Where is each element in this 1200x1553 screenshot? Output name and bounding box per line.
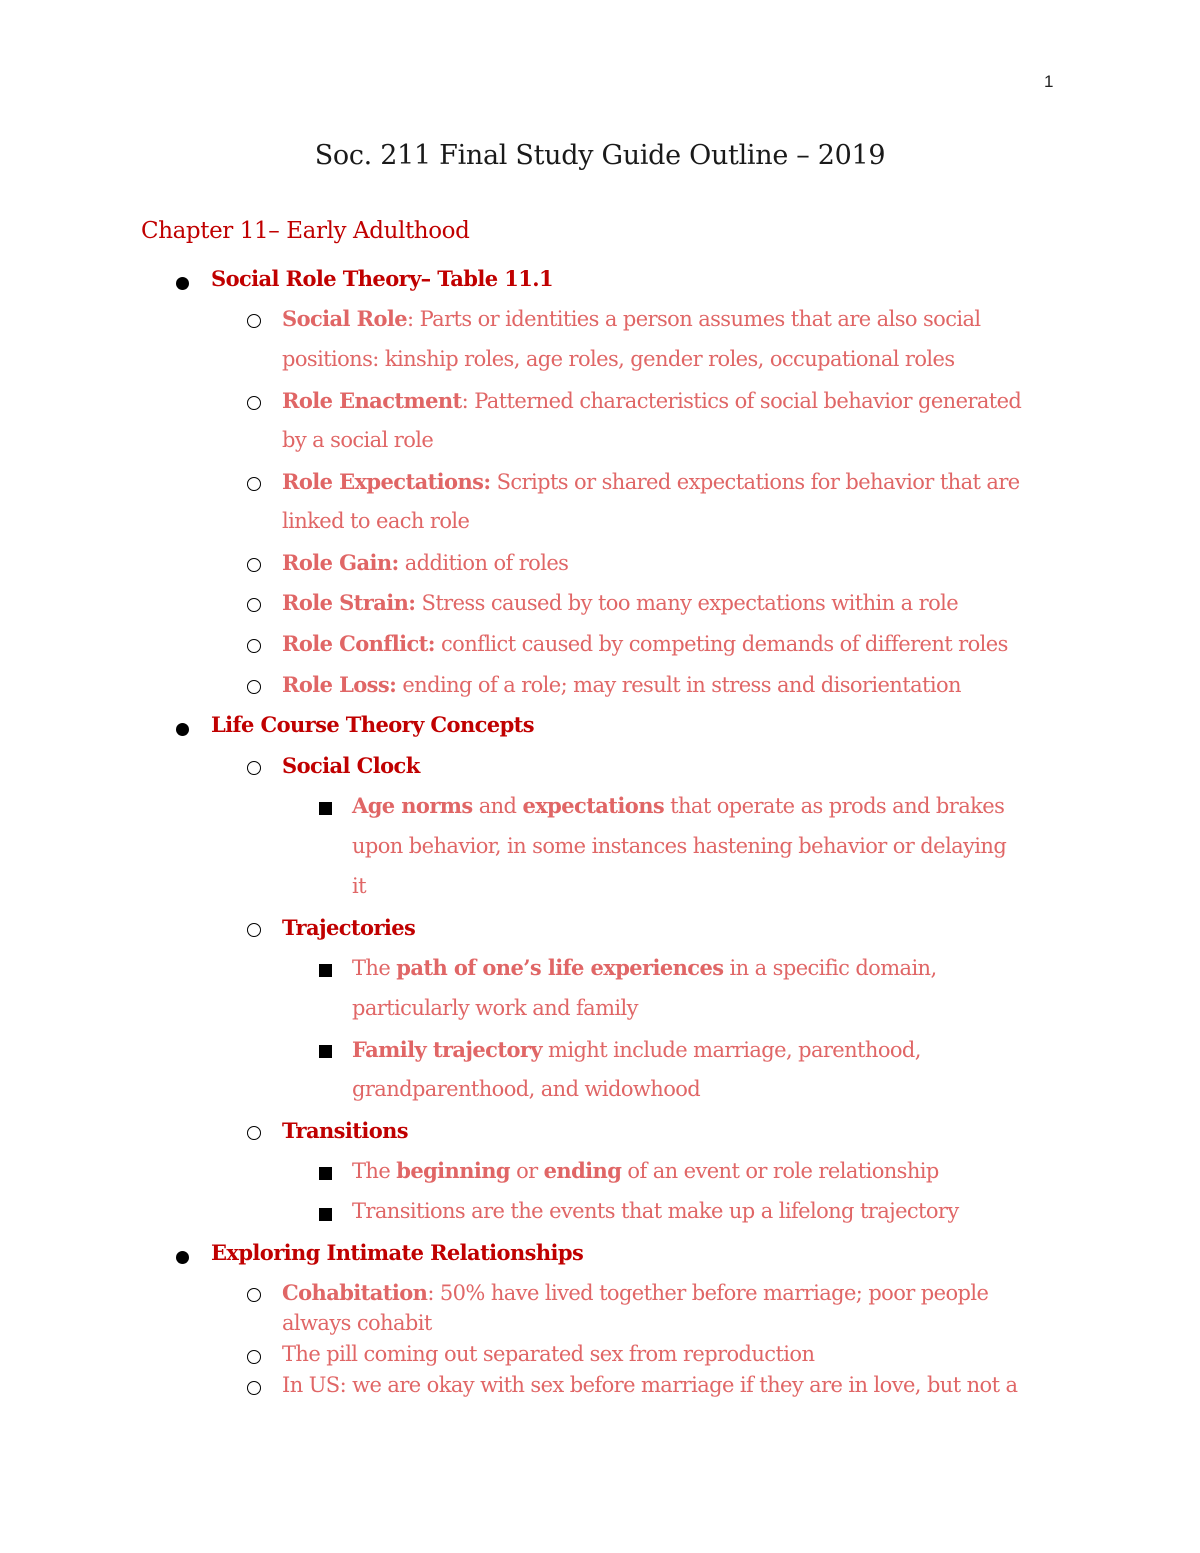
list-item-age-norms-cont2: it [352,874,366,898]
section-heading-social-role-theory: Social Role Theory– Table 11.1 [211,266,553,291]
list-item-cohabitation-cont: always cohabit [282,1311,432,1335]
circle-bullet-icon [247,598,261,612]
list-item-role-gain: Role Gain: addition of roles [282,550,569,575]
list-item-social-role: Social Role: Parts or identities a person assumes that are also social [282,306,981,331]
circle-bullet-icon [247,1288,261,1302]
square-bullet-icon [319,1167,332,1180]
list-item-role-expectations: Role Expectations: Scripts or shared expectations for behavior that are [282,469,1020,494]
list-item-role-enactment: Role Enactment: Patterned characteristics of social behavior generated [282,388,1022,413]
list-item-transitions: Transitions [282,1118,409,1143]
list-item-role-conflict: Role Conflict: conflict caused by competing demands of different roles [282,631,1008,656]
page-title: Soc. 211 Final Study Guide Outline – 2019 [314,140,886,171]
disc-bullet-icon [176,277,189,290]
circle-bullet-icon [247,314,261,328]
disc-bullet-icon [176,723,189,736]
circle-bullet-icon [247,923,261,937]
circle-bullet-icon [247,1350,261,1364]
circle-bullet-icon [247,1126,261,1140]
list-item-role-enactment-cont: by a social role [282,428,434,452]
list-item-role-strain: Role Strain: Stress caused by too many expectations within a role [282,590,959,615]
list-item-family-trajectory-cont: grandparenthood, and widowhood [352,1077,701,1101]
circle-bullet-icon [247,396,261,410]
section-heading-intimate-relationships: Exploring Intimate Relationships [211,1240,584,1265]
square-bullet-icon [319,1045,332,1058]
list-item-role-expectations-cont: linked to each role [282,509,470,533]
list-item-sex-before-marriage: In US: we are okay with sex before marriage if they are in love, but not a [282,1373,1018,1397]
square-bullet-icon [319,802,332,815]
list-item-role-loss: Role Loss: ending of a role; may result in stress and disorientation [282,672,961,697]
circle-bullet-icon [247,639,261,653]
list-item-the-pill: The pill coming out separated sex from reproduction [282,1342,815,1366]
circle-bullet-icon [247,680,261,694]
list-item-cohabitation: Cohabitation: 50% have lived together before marriage; poor people [282,1280,989,1305]
list-item-social-role-cont: positions: kinship roles, age roles, gender roles, occupational roles [282,347,955,371]
circle-bullet-icon [247,1381,261,1395]
square-bullet-icon [319,1208,332,1221]
circle-bullet-icon [247,477,261,491]
list-item-life-path-cont: particularly work and family [352,996,638,1020]
circle-bullet-icon [247,558,261,572]
section-heading-life-course-theory: Life Course Theory Concepts [211,712,534,737]
list-item-social-clock: Social Clock [282,753,420,778]
disc-bullet-icon [176,1251,189,1264]
chapter-heading: Chapter 11– Early Adulthood [141,218,470,244]
list-item-family-trajectory: Family trajectory might include marriage, parenthood, [352,1037,921,1062]
list-item-trajectories: Trajectories [282,915,416,940]
circle-bullet-icon [247,761,261,775]
list-item-beginning-ending: The beginning or ending of an event or role relationship [352,1158,939,1183]
square-bullet-icon [319,964,332,977]
list-item-age-norms-cont: upon behavior, in some instances hastening behavior or delaying [352,834,1007,858]
list-item-life-path: The path of one’s life experiences in a specific domain, [352,955,937,980]
list-item-transitions-events: Transitions are the events that make up a lifelong trajectory [352,1199,959,1223]
page-number: 1 [1044,72,1054,91]
list-item-age-norms: Age norms and expectations that operate as prods and brakes [352,793,1005,818]
